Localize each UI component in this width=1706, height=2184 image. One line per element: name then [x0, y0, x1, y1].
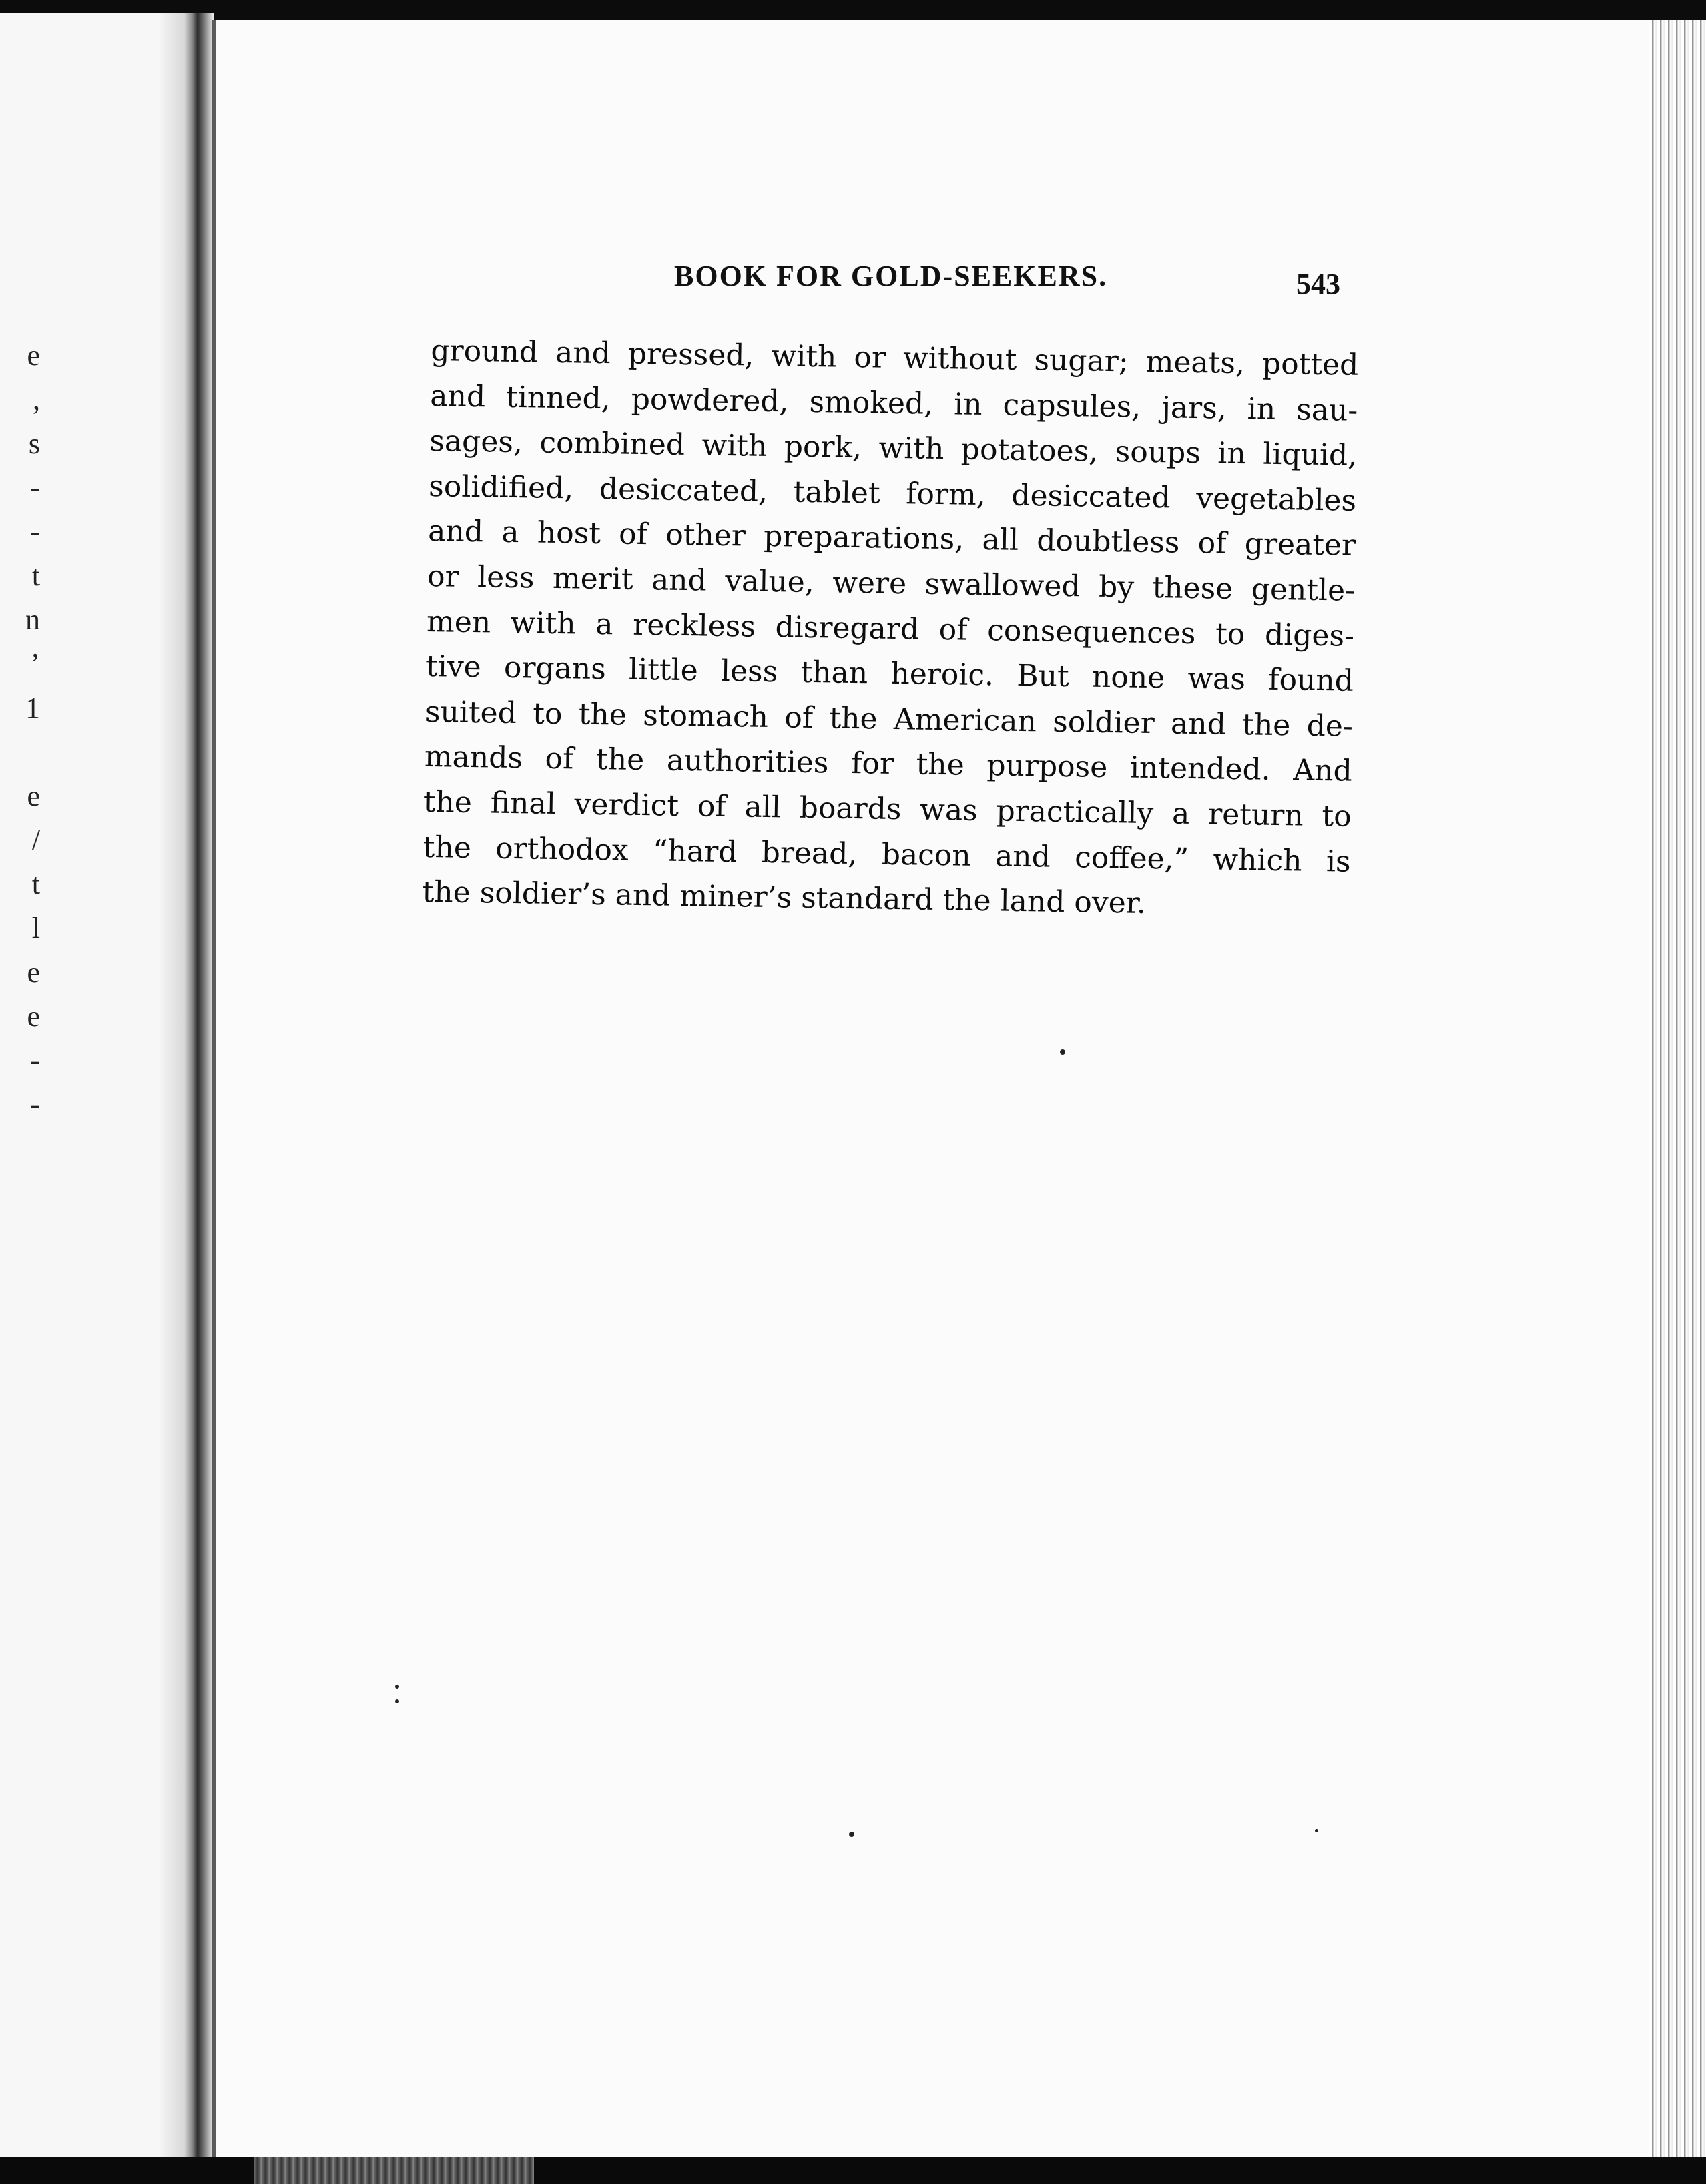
- fragment: e: [27, 339, 40, 372]
- fragment: e: [27, 780, 40, 812]
- fragment: e: [27, 1000, 40, 1033]
- ink-speck: [395, 1685, 399, 1689]
- body-paragraph: [422, 328, 1359, 929]
- text-line: the soldier’s and miner’s standard the land over.: [422, 875, 1147, 921]
- fragment: 1: [25, 692, 40, 724]
- text-line: men with a reckless disregard of consequences to diges-: [426, 604, 1355, 653]
- fragment: [0, 730, 40, 774]
- fragment: -: [30, 515, 40, 548]
- fragment: -: [30, 1044, 40, 1077]
- text-line: mands of the authorities for the purpose intended. And: [424, 740, 1353, 789]
- fragment: s: [28, 427, 40, 460]
- fragment: ’: [30, 647, 40, 680]
- text-line: the orthodox “hard bread, bacon and coffee,” which is: [422, 830, 1352, 879]
- text-line: and a host of other preparations, all doubtless of greater: [427, 514, 1356, 563]
- scan-artifact: [254, 2157, 534, 2184]
- fragment: -: [30, 1088, 40, 1121]
- fragment: t: [31, 868, 40, 900]
- scan-top-border: [0, 0, 1706, 23]
- fragment: -: [30, 471, 40, 504]
- text-line: sages, combined with pork, with potatoes, soups in liquid,: [429, 424, 1358, 473]
- text-line: the final verdict of all boards was practically a return to: [423, 784, 1352, 834]
- ink-speck: [395, 1699, 399, 1703]
- text-line: and tinned, powdered, smoked, in capsules, jars, in sau-: [430, 378, 1358, 428]
- text-line: tive organs little less than heroic. But none was found: [425, 649, 1354, 698]
- fragment: t: [31, 559, 40, 592]
- text-line: suited to the stomach of the American soldier and the de-: [424, 694, 1354, 744]
- text-line: solidified, desiccated, tablet form, desiccated vegetables: [428, 469, 1357, 518]
- fragment: n: [25, 603, 40, 636]
- fragment: e: [27, 956, 40, 989]
- fragment: /: [31, 824, 40, 856]
- text-line: or less merit and value, were swallowed by these gentle-: [426, 559, 1356, 608]
- ink-speck: [849, 1832, 854, 1837]
- fragment: l: [31, 912, 40, 944]
- page-number: 543: [1296, 268, 1340, 300]
- fragment: ,: [33, 383, 40, 416]
- text-line: ground and pressed, with or without sugar; meats, potted: [431, 333, 1359, 382]
- running-head: BOOK FOR GOLD-SEEKERS.: [674, 260, 1108, 292]
- ink-speck: [1060, 1049, 1065, 1055]
- facing-page-text-fragments: [0, 334, 40, 1127]
- book-gutter: [160, 13, 214, 2157]
- ink-speck: [1315, 1829, 1318, 1832]
- page-fore-edge: [1649, 20, 1706, 2157]
